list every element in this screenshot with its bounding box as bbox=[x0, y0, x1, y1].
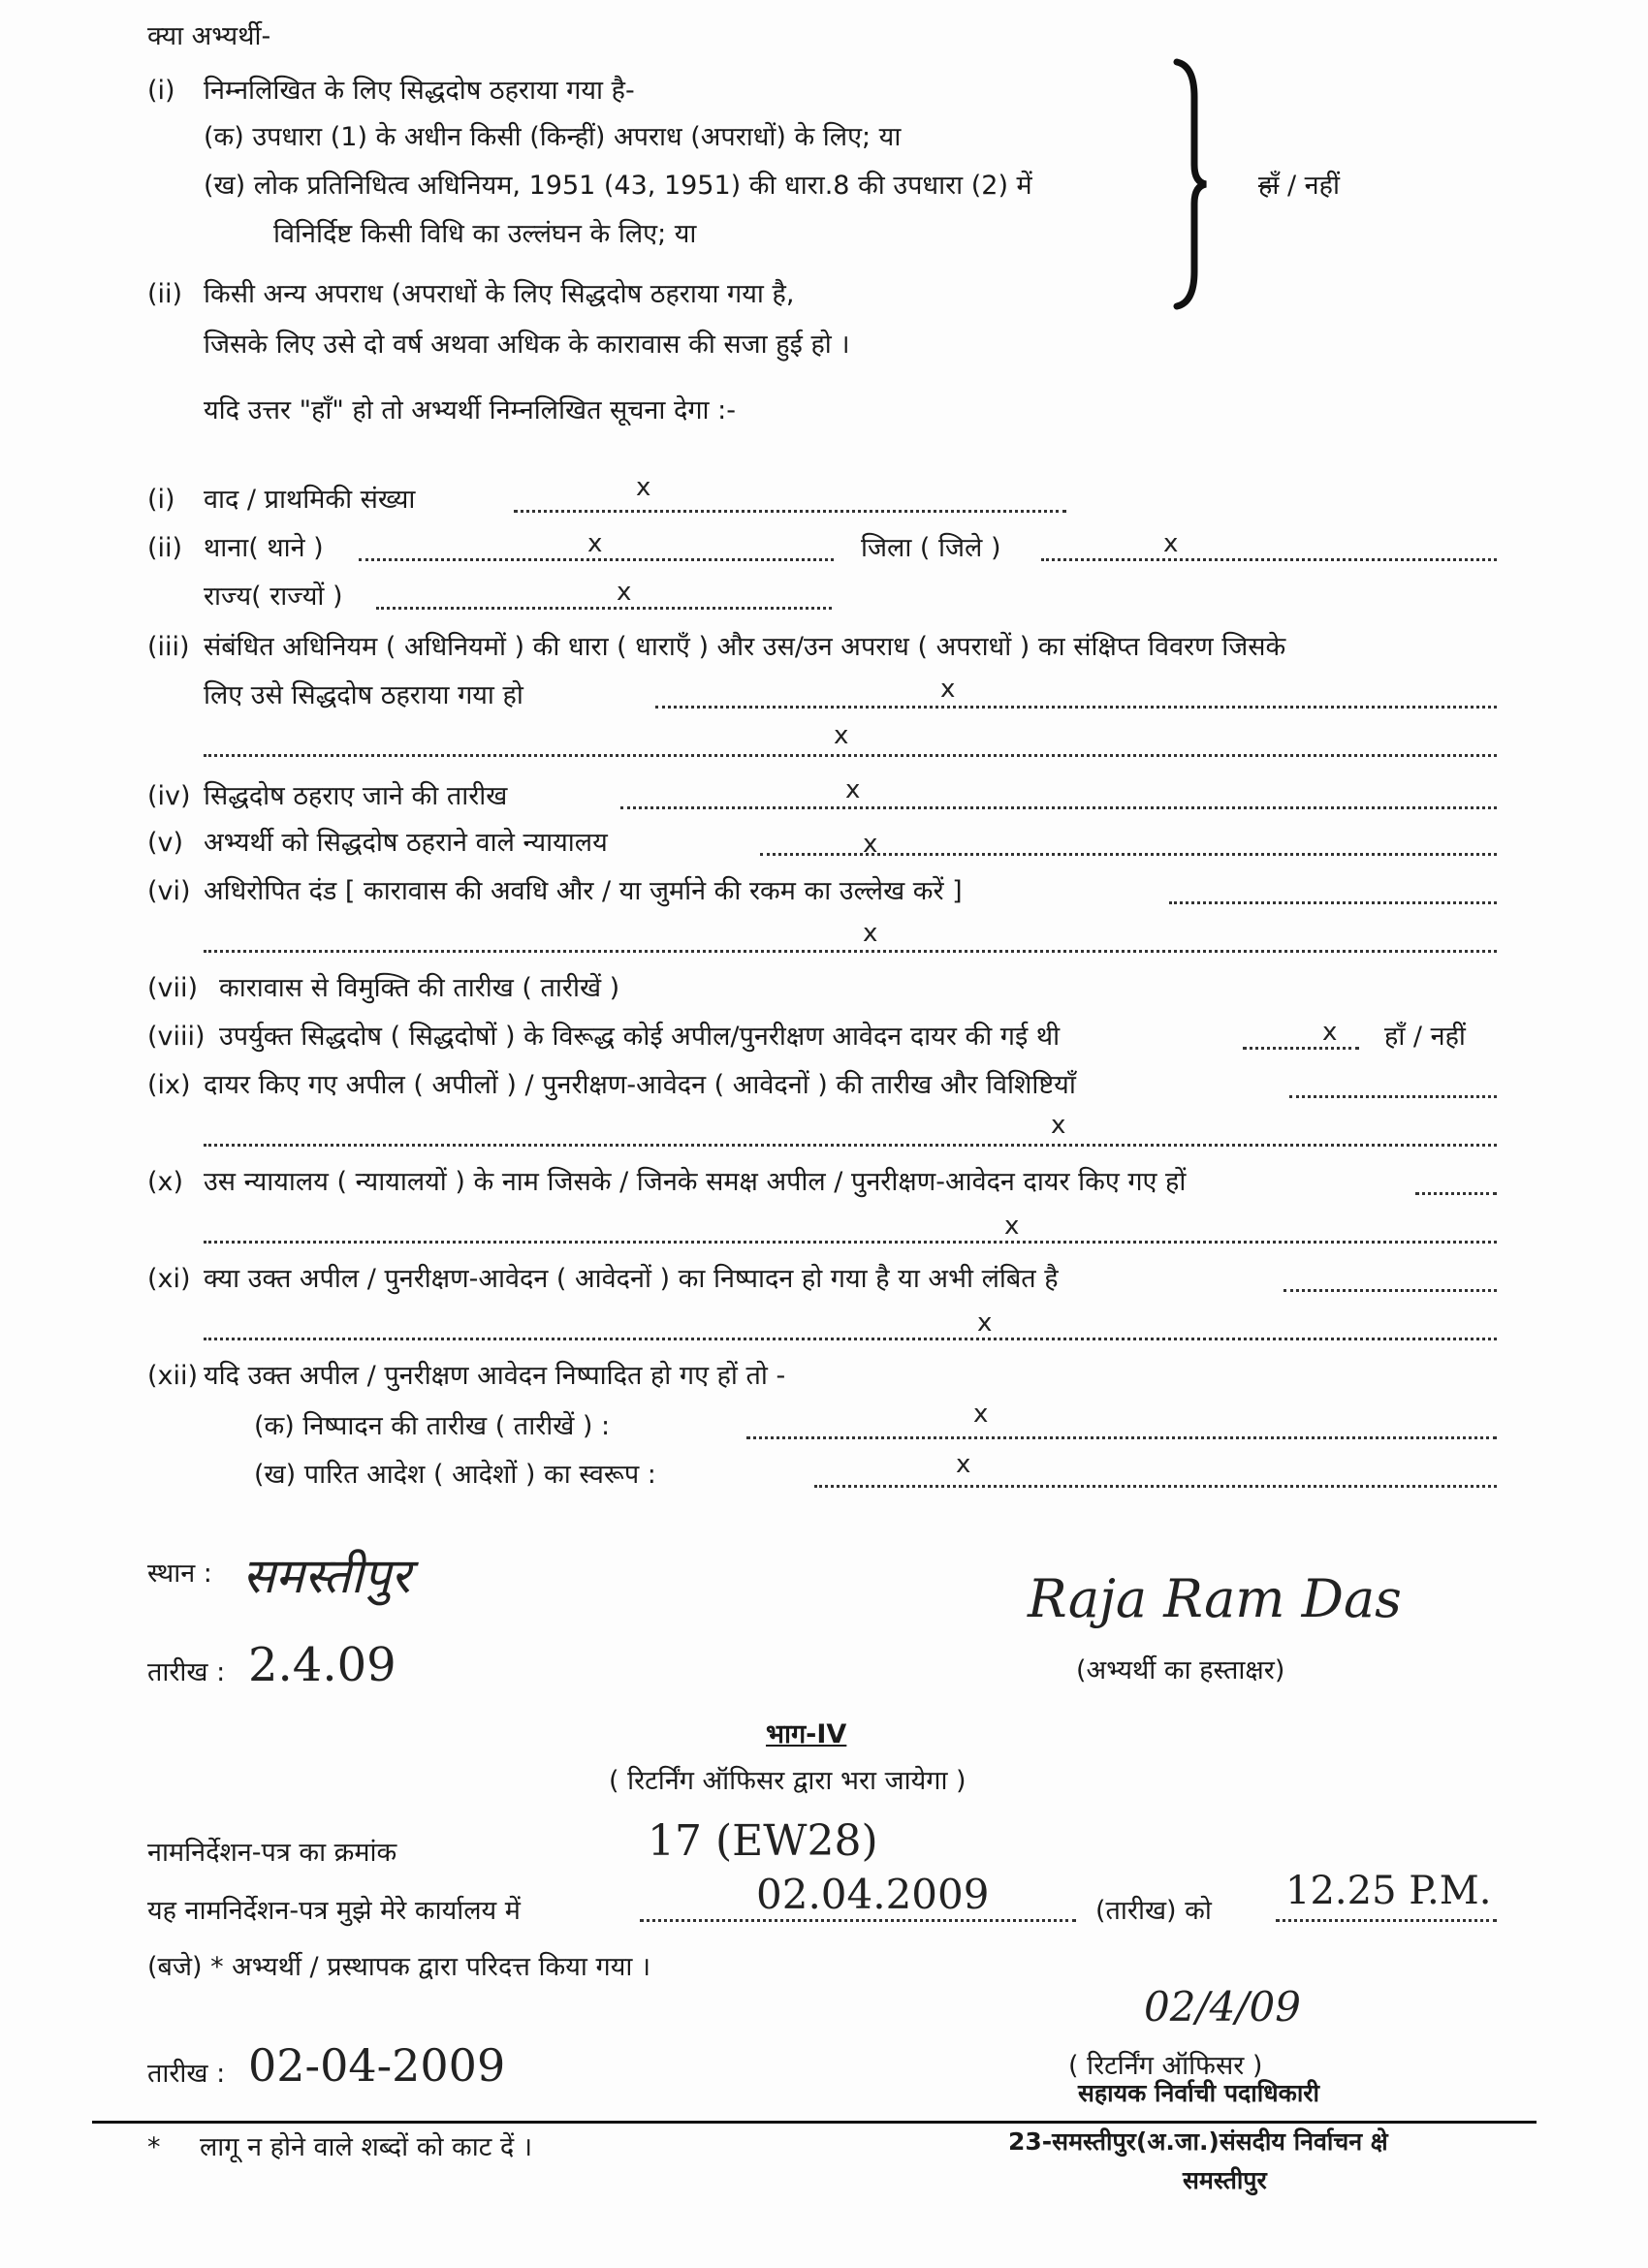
detail-vi-field-2 bbox=[204, 950, 1497, 953]
detail-ix-field bbox=[1289, 1095, 1497, 1098]
q1-kha-line2: विनिर्दिष्ट किसी विधि का उल्लंघन के लिए; या bbox=[273, 219, 697, 249]
detail-iii-field bbox=[655, 706, 1497, 709]
intro-heading: क्या अभ्यर्थी- bbox=[147, 21, 271, 51]
cross-mark: x bbox=[1004, 1212, 1020, 1241]
cross-mark: x bbox=[1051, 1111, 1066, 1140]
detail-ii-rajya-field bbox=[376, 607, 832, 610]
detail-ii-rajya-label: राज्य( राज्यों ) bbox=[204, 582, 343, 612]
q1-number: (i) bbox=[147, 76, 175, 106]
detail-i-number: (i) bbox=[147, 485, 175, 515]
detail-viii-number: (viii) bbox=[147, 1022, 206, 1052]
received-date-value: 02.04.2009 bbox=[756, 1871, 990, 1918]
cross-mark: x bbox=[956, 1450, 971, 1479]
received-date-suffix: (तारीख) को bbox=[1095, 1896, 1212, 1926]
detail-iii-line2: लिए उसे सिद्धदोष ठहराया गया हो bbox=[204, 680, 523, 710]
cross-mark: x bbox=[863, 830, 878, 859]
detail-x-number: (x) bbox=[147, 1167, 184, 1197]
part-iv-title: भाग-IV bbox=[766, 1719, 847, 1749]
received-date-field bbox=[640, 1919, 1076, 1922]
detail-vii-number: (vii) bbox=[147, 973, 199, 1003]
yes-no-option bbox=[1258, 171, 1340, 201]
cross-mark: x bbox=[1163, 529, 1179, 558]
detail-iv-label: सिद्धदोष ठहराए जाने की तारीख bbox=[204, 781, 508, 811]
ro-initial-date: 02/4/09 bbox=[1144, 1983, 1301, 2031]
official-stamp-line1: सहायक निर्वाची पदाधिकारी bbox=[1078, 2079, 1320, 2107]
detail-i-field bbox=[514, 510, 1066, 513]
cross-mark: x bbox=[1322, 1018, 1338, 1047]
detail-xi-number: (xi) bbox=[147, 1264, 191, 1294]
detail-ix-number: (ix) bbox=[147, 1070, 191, 1100]
detail-xii-ka-field bbox=[746, 1436, 1497, 1439]
detail-iii-line1: संबंधित अधिनियम ( अधिनियमों ) की धारा ( धाराएँ ) और उस/उन अपराध ( अपराधों ) का संक्षिप्त विवरण जिसके bbox=[204, 632, 1286, 662]
received-time-value: 12.25 P.M. bbox=[1285, 1869, 1492, 1913]
cross-mark: x bbox=[636, 473, 651, 502]
detail-vi-number: (vi) bbox=[147, 876, 191, 906]
detail-v-label: अभ्यर्थी को सिद्धदोष ठहराने वाले न्यायालय bbox=[204, 828, 608, 858]
footer-divider bbox=[92, 2121, 1537, 2124]
cross-mark: x bbox=[863, 919, 878, 948]
received-time-field bbox=[1276, 1919, 1497, 1922]
q2-line2: जिसके लिए उसे दो वर्ष अथवा अधिक के कारावास की सजा हुई हो । bbox=[204, 330, 850, 360]
q1-kha-line1: (ख) लोक प्रतिनिधित्व अधिनियम, 1951 (43, 1951) की धारा.8 की उपधारा (2) में bbox=[204, 171, 1032, 201]
if-yes-instruction: यदि उत्तर "हाँ" हो तो अभ्यर्थी निम्नलिखित सूचना देगा :- bbox=[204, 395, 736, 425]
detail-xi-field-2 bbox=[204, 1338, 1497, 1340]
detail-vi-field bbox=[1169, 901, 1497, 904]
received-prefix: यह नामनिर्देशन-पत्र मुझे मेरे कार्यालय में bbox=[147, 1896, 521, 1926]
detail-iv-field bbox=[620, 806, 1497, 809]
received-line2: (बजे) * अभ्यर्थी / प्रस्थापक द्वारा परिदत्त किया गया । bbox=[147, 1952, 651, 1982]
serial-number-value: 17 (EW28) bbox=[648, 1816, 878, 1866]
part-iv-date-value: 02-04-2009 bbox=[248, 2039, 506, 2092]
detail-iii-number: (iii) bbox=[147, 632, 190, 662]
no-option: नहीं bbox=[1304, 171, 1340, 201]
detail-ix-label: दायर किए गए अपील ( अपीलों ) / पुनरीक्षण-आवेदन ( आवेदनों ) की तारीख और विशिष्टियाँ bbox=[204, 1070, 1076, 1100]
q2-line1: किसी अन्य अपराध (अपराधों के लिए सिद्धदोष ठहराया गया है, bbox=[204, 279, 795, 309]
detail-ii-number: (ii) bbox=[147, 533, 183, 563]
detail-xii-kha: (ख) पारित आदेश ( आदेशों ) का स्वरूप : bbox=[254, 1460, 656, 1490]
detail-xii-label: यदि उक्त अपील / पुनरीक्षण आवेदन निष्पादित हो गए हों तो - bbox=[204, 1361, 786, 1391]
cross-mark: x bbox=[845, 775, 861, 804]
official-stamp-line3: समस्तीपुर bbox=[1183, 2166, 1267, 2194]
cross-mark: x bbox=[940, 675, 956, 704]
detail-viii-yes-no: हाँ / नहीं bbox=[1384, 1022, 1466, 1052]
detail-iv-number: (iv) bbox=[147, 781, 191, 811]
candidate-signature: Raja Ram Das bbox=[1028, 1568, 1402, 1629]
part-iv-subtitle: ( रिटर्निंग ऑफिसर द्वारा भरा जायेगा ) bbox=[609, 1766, 967, 1796]
cross-mark: x bbox=[834, 721, 849, 750]
cross-mark: x bbox=[617, 578, 632, 607]
detail-viii-label: उपर्युक्त सिद्धदोष ( सिद्धदोषों ) के विरूद्ध कोई अपील/पुनरीक्षण आवेदन दायर की गई थी bbox=[219, 1022, 1061, 1052]
detail-ii-jila-label: जिला ( जिले ) bbox=[861, 533, 1001, 563]
cross-mark: x bbox=[587, 529, 603, 558]
detail-ii-thana-label: थाना( थाने ) bbox=[204, 533, 324, 563]
candidate-signature-label: (अभ्यर्थी का हस्ताक्षर) bbox=[1076, 1655, 1285, 1685]
detail-vi-label: अधिरोपित दंड [ कारावास की अवधि और / या जुर्माने की रकम का उल्लेख करें ] bbox=[204, 876, 963, 906]
detail-viii-field bbox=[1243, 1047, 1359, 1050]
detail-xi-label: क्या उक्त अपील / पुनरीक्षण-आवेदन ( आवेदनों ) का निष्पादन हो गया है या अभी लंबित है bbox=[204, 1264, 1059, 1294]
detail-ii-thana-field bbox=[359, 558, 834, 561]
detail-xii-ka: (क) निष्पादन की तारीख ( तारीखें ) : bbox=[254, 1411, 611, 1441]
detail-x-field bbox=[1415, 1192, 1497, 1195]
detail-xii-number: (xii) bbox=[147, 1361, 199, 1391]
detail-xii-kha-field bbox=[814, 1485, 1497, 1488]
cross-mark: x bbox=[973, 1400, 989, 1429]
curly-brace bbox=[1173, 58, 1208, 310]
date-label: तारीख : bbox=[147, 1657, 226, 1687]
serial-number-label: नामनिर्देशन-पत्र का क्रमांक bbox=[147, 1838, 397, 1868]
detail-x-label: उस न्यायालय ( न्यायालयों ) के नाम जिसके / जिनके समक्ष अपील / पुनरीक्षण-आवेदन दायर किए गए हों bbox=[204, 1167, 1187, 1197]
place-value: समस्तीपुर bbox=[242, 1548, 411, 1604]
cross-mark: x bbox=[977, 1308, 993, 1338]
q2-number: (ii) bbox=[147, 279, 183, 309]
detail-ix-field-2 bbox=[204, 1144, 1497, 1147]
date-value: 2.4.09 bbox=[248, 1638, 396, 1692]
detail-x-field-2 bbox=[204, 1241, 1497, 1244]
returning-officer-label: ( रिटर्निंग ऑफिसर ) bbox=[1068, 2051, 1263, 2081]
detail-v-number: (v) bbox=[147, 828, 184, 858]
footnote-text: लागू न होने वाले शब्दों को काट दें । bbox=[200, 2132, 533, 2162]
detail-i-label: वाद / प्राथमिकी संख्या bbox=[204, 485, 416, 515]
detail-vii-label: कारावास से विमुक्ति की तारीख ( तारीखें ) bbox=[219, 973, 620, 1003]
q1-ka: (क) उपधारा (1) के अधीन किसी (किन्हीं) अपराध (अपराधों) के लिए; या bbox=[204, 122, 902, 152]
q1-text: निम्नलिखित के लिए सिद्धदोष ठहराया गया है- bbox=[204, 76, 635, 106]
yes-option: हाँ bbox=[1258, 171, 1280, 201]
footnote-star: * bbox=[147, 2132, 161, 2162]
detail-iii-field-2 bbox=[204, 754, 1497, 757]
official-stamp-line2: 23-समस्तीपुर(अ.जा.)संसदीय निर्वाचन क्षे bbox=[1008, 2127, 1388, 2156]
place-label: स्थान : bbox=[147, 1559, 212, 1589]
detail-xi-field bbox=[1284, 1289, 1497, 1292]
detail-ii-jila-field bbox=[1041, 558, 1497, 561]
separator: / bbox=[1286, 171, 1297, 201]
part-iv-date-label: तारीख : bbox=[147, 2059, 226, 2089]
